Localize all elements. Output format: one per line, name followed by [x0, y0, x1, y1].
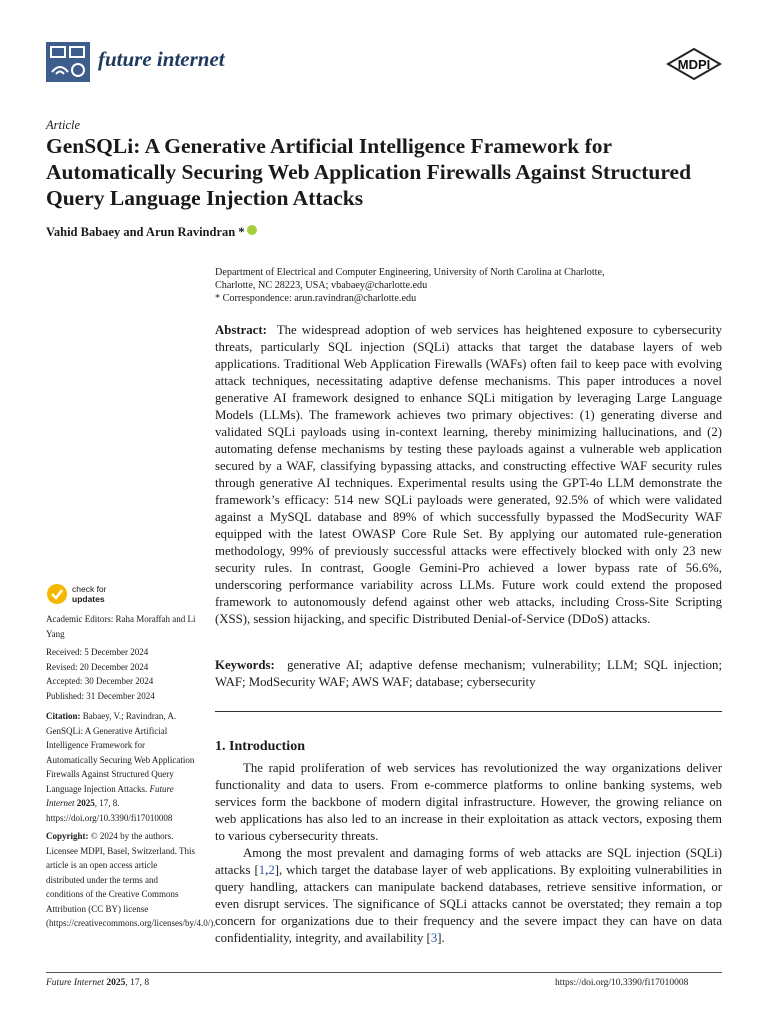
updates-label: updates	[72, 594, 105, 604]
revised-date: Revised: 20 December 2024	[46, 661, 149, 672]
affiliation-line1: Department of Electrical and Computer Engineering, University of North Carolina at Charlotte,	[215, 267, 605, 278]
affiliation-line2: Charlotte, NC 28223, USA; vbabaey@charlotte.edu	[215, 280, 428, 291]
citation-year: 2025	[76, 798, 95, 808]
mdpi-logo-icon	[666, 48, 722, 85]
citation-link-3[interactable]: 3	[430, 931, 438, 945]
paragraph-2: Among the most prevalent and damaging forms of web attacks are SQL injection (SQLi) attacks [1,2], which target the database layer of web applications. By exploiting vulnerabilities in query handling, attackers can manipulate backend databases, retrieve sensitive information, or even disrupt services. The significance of SQLi attacks cannot be overstated; they remain a top concern for organizations due to their frequency and the severe impact they can have on data confidentiality, integrity, and availability [3].	[215, 846, 722, 945]
citation-journal: Future Internet	[46, 783, 174, 808]
section-body	[215, 760, 722, 947]
citation-label: Citation:	[46, 711, 81, 721]
copyright-text: © 2024 by the authors. Licensee MDPI, Basel, Switzerland. This article is an open access article distributed under the terms and conditions of the Creative Commons Attribution (CC BY) license (https://creativecommons.org/licenses/by/4.0/).	[46, 831, 216, 928]
check-updates-icon	[46, 583, 68, 605]
divider	[215, 711, 722, 712]
authors	[46, 225, 257, 240]
affiliation	[215, 266, 720, 305]
citation-link-1[interactable]: 1	[258, 863, 266, 877]
check-for-updates-button[interactable]	[46, 583, 107, 605]
citation-text: Babaey, V.; Ravindran, A. GenSQLi: A Generative Artificial Intelligence Framework for Automatically Securing Web Application Firewalls Against Structured Query Language Injection Attacks.	[46, 711, 195, 794]
received-date: Received: 5 December 2024	[46, 647, 149, 657]
paragraph-1: The rapid proliferation of web services has revolutionized the way organizations deliver functionality and data to users. From e-commerce platforms to online banking systems, web services form the backbone of modern digital infrastructure. However, the growing reliance on web applications has also led to an increase in their exploitation as attack vectors, exposing them to various cybersecurity threats.	[215, 761, 722, 843]
footer-divider	[46, 972, 722, 973]
author-names: Vahid Babaey and Arun Ravindran *	[46, 225, 245, 239]
keywords-text: generative AI; adaptive defense mechanism; vulnerability; LLM; SQL injection; WAF; ModSecurity WAF; AWS WAF; database; cybersecurity	[215, 658, 722, 689]
correspondence: * Correspondence: arun.ravindran@charlotte.edu	[215, 293, 417, 304]
citation-vol: , 17, 8. https://doi.org/10.3390/fi17010008	[46, 798, 173, 823]
journal-logo-icon	[46, 42, 90, 82]
footer-journal: Future Internet 2025, 17, 8	[46, 978, 150, 988]
citation-link-2[interactable]: 2	[268, 863, 275, 877]
copyright-block	[46, 829, 216, 931]
journal-name: future internet	[98, 47, 225, 71]
section-title: 1. Introduction	[215, 739, 305, 754]
keywords	[215, 657, 722, 691]
article-type: Article	[46, 118, 81, 132]
accepted-date: Accepted: 30 December 2024	[46, 676, 154, 686]
abstract-label: Abstract:	[215, 323, 267, 337]
academic-editors: Academic Editors: Raha Moraffah and Li Yang	[46, 614, 196, 639]
citation-block	[46, 709, 196, 825]
abstract	[215, 322, 722, 628]
footer-doi-link[interactable]: https://doi.org/10.3390/fi17010008	[555, 978, 689, 988]
abstract-text: The widespread adoption of web services has heightened exposure to cybersecurity threats, particularly SQL injection (SQLi) attacks that target the database layers of web applications. Traditional Web Application Firewalls (WAFs) often fail to keep pace with evolving attack techniques, necessitating adaptive defense mechanisms. This paper introduces a novel generative AI framework designed to enhance SQLi mitigation by leveraging Large Language Models (LLMs). The framework achieves two primary objectives: (1) generating diverse and validated SQLi payloads using in-context learning, thereby minimizing hallucinations, and (2) automating defense mechanisms by testing these payloads against a vulnerable web application secured by a WAF, classifying bypassing attacks, and constructing effective WAF security rules through generative AI techniques. Experimental results using the GPT-4o LLM demonstrate the framework’s efficacy: 514 new SQLi payloads were generated, 92.5% of which were validated against a MySQL database and 89% of which successfully bypassed the ModSecurity WAF equipped with the latest OWASP Core Rule Set. By applying our automated rule-generation methodology, 99% of previously successful attacks were effectively blocked with only 23 new security rules. In contrast, Google Gemini-Pro achieved a lower bypass rate of 56.6%, underscoring performance variability across LLMs. Future work could extend the proposed framework to autonomously defend against other web attacks, including Cross-Site Scripting (XSS), session hijacking, and specific Distributed Denial-of-Service (DDoS) attacks.	[215, 323, 722, 626]
publisher-name: MDPI	[677, 57, 711, 72]
orcid-icon[interactable]	[247, 225, 257, 235]
check-for-label: check for	[72, 584, 107, 594]
page-title: GenSQLi: A Generative Artificial Intelligence Framework for Automatically Securing Web Application Firewalls Against Structured Query Language Injection Attacks	[46, 134, 692, 210]
published-date: Published: 31 December 2024	[46, 690, 155, 701]
keywords-label: Keywords:	[215, 658, 275, 672]
copyright-label: Copyright:	[46, 831, 89, 841]
dates	[46, 645, 196, 703]
